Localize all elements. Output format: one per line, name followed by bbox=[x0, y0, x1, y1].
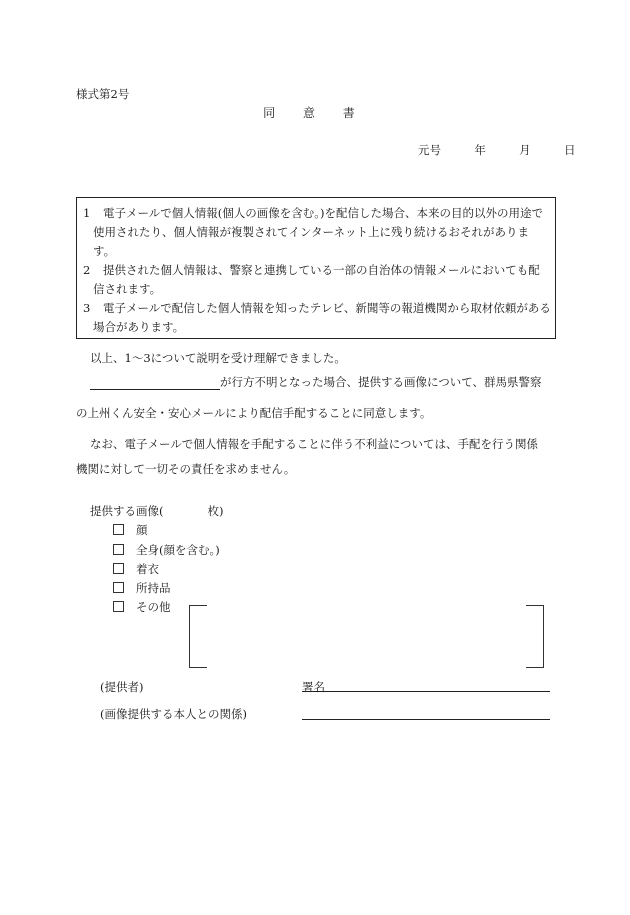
checkbox-icon[interactable] bbox=[113, 563, 124, 574]
signature-line[interactable] bbox=[302, 690, 550, 692]
paragraph-consent-line2: の上州くん安全・安心メールにより配信手配することに同意します。 bbox=[76, 406, 432, 420]
paragraph-disclaimer-line1: なお、電子メールで個人情報を手配することに伴う不利益については、手配を行う関係 bbox=[90, 437, 539, 451]
notice-item-1 bbox=[83, 204, 551, 261]
provider-label: (提供者) bbox=[100, 680, 144, 694]
form-number: 様式第2号 bbox=[76, 87, 130, 101]
notice-text: 電子メールで配信した個人情報を知ったテレビ、新聞等の報道機関から取材依頼がある場合があります。 bbox=[93, 301, 551, 334]
signature-label: 署名 bbox=[302, 680, 325, 694]
notice-item-3 bbox=[83, 299, 551, 337]
paragraph-understood: 以上、1〜3について説明を受け理解できました。 bbox=[90, 351, 346, 365]
option-clothing[interactable] bbox=[113, 561, 159, 577]
notice-text: 電子メールで個人情報(個人の画像を含む。)を配信した場合、本来の目的以外の用途で使用されたり、個人情報が複製されてインターネット上に残り続けるおそれがあります。 bbox=[93, 206, 543, 258]
date-era: 元号 bbox=[418, 143, 441, 157]
option-other[interactable] bbox=[113, 599, 171, 615]
missing-person-name-field[interactable] bbox=[90, 377, 220, 390]
other-detail-bracket-left bbox=[189, 605, 207, 668]
date-month: 月 bbox=[519, 143, 531, 157]
option-label: 顔 bbox=[136, 523, 148, 537]
document-title bbox=[0, 104, 630, 121]
notice-number: 2 bbox=[83, 263, 91, 277]
option-belongings[interactable] bbox=[113, 580, 171, 596]
checkbox-icon[interactable] bbox=[113, 524, 124, 535]
option-label: 着衣 bbox=[136, 562, 159, 576]
checkbox-icon[interactable] bbox=[113, 544, 124, 555]
checkbox-icon[interactable] bbox=[113, 601, 124, 612]
notice-number: 1 bbox=[83, 206, 91, 220]
option-label: 所持品 bbox=[136, 581, 171, 595]
date-year: 年 bbox=[474, 143, 486, 157]
relation-line[interactable] bbox=[302, 718, 550, 720]
other-detail-bracket-right bbox=[526, 605, 544, 668]
image-count-suffix: 枚) bbox=[207, 504, 224, 518]
notice-item-2 bbox=[83, 261, 551, 299]
option-full-body[interactable] bbox=[113, 542, 220, 558]
date-day: 日 bbox=[563, 143, 576, 157]
relation-label: (画像提供する本人との関係) bbox=[100, 707, 247, 721]
option-label: その他 bbox=[136, 600, 171, 614]
checkbox-icon[interactable] bbox=[113, 582, 124, 593]
paragraph-disclaimer-line2: 機関に対して一切その責任を求めません。 bbox=[76, 462, 296, 476]
paragraph-consent-line1 bbox=[90, 374, 542, 390]
option-label: 全身(顔を含む。) bbox=[136, 543, 220, 557]
notice-box bbox=[76, 197, 556, 339]
date-line bbox=[418, 142, 575, 158]
option-face[interactable] bbox=[113, 522, 148, 538]
notice-number: 3 bbox=[83, 301, 91, 315]
consent-text: が行方不明となった場合、提供する画像について、群馬県警察 bbox=[220, 375, 542, 389]
document-title-text: 同 意 書 bbox=[263, 106, 367, 120]
image-count-label bbox=[90, 503, 224, 519]
notice-text: 提供された個人情報は、警察と連携している一部の自治体の情報メールにおいても配信されます。 bbox=[93, 263, 540, 296]
image-count-prefix: 提供する画像( bbox=[90, 504, 164, 518]
